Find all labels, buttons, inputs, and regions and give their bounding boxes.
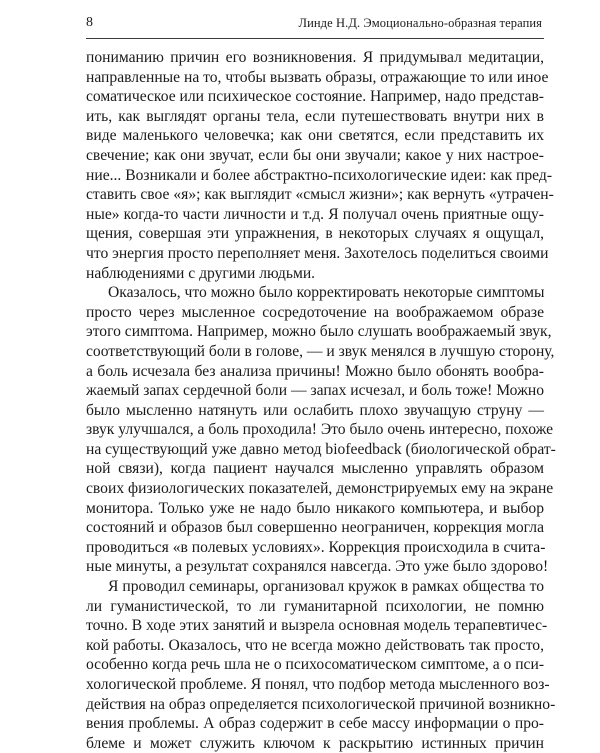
- text-line: ставить свое «я»; как выглядит «смысл жизни»; как вернуть «утрачен-: [86, 186, 554, 204]
- text-line: ные» когда-то части личности и т.д. Я получал очень приятные ощу-: [86, 205, 544, 223]
- text-line: особенно когда речь шла не о психосоматическом симптоме, а о пси-: [86, 656, 545, 674]
- text-line: ные минуты, а результат сохранялся навсегда. Это уже было здорово!: [86, 558, 549, 576]
- text-line: направленные на то, чтобы вызвать образы, отражающие то или иное: [86, 68, 549, 86]
- text-line: хологической проблеме. Я понял, что подбор метода мысленного воз-: [86, 676, 550, 693]
- text-line: звук улучшался, а боль проходила! Это было очень интересно, похоже: [86, 421, 554, 439]
- text-line: виде маленького человечка; как они светятся, если представить их: [86, 127, 544, 145]
- text-line: наблюдениями с другими людьми.: [86, 264, 316, 282]
- text-line: щения, совершая эти упражнения, в некоторых случаях я ощущал,: [86, 225, 544, 243]
- page-number: 8: [86, 15, 93, 30]
- text-line: действия на образ определяется психологической причиной возникно-: [86, 695, 556, 713]
- text-line: было мысленно натянуть или ослабить плохо звучащую струну —: [86, 401, 544, 419]
- text-line: просто через мысленное сосредоточение на воображаемом образе: [86, 303, 544, 321]
- text-line: блеме и может служить ключом к раскрытию истинных причин: [86, 734, 544, 752]
- text-line: ной связи), когда пациент научался мысленно управлять образом: [86, 460, 544, 478]
- text-line: вения проблемы. А образ содержит в себе массу информации о про-: [86, 715, 544, 733]
- text-line: жаемый запах сердечной боли — запах исчезал, и боль тоже! Можно: [86, 382, 544, 400]
- text-line: на существующий уже давно метод biofeedback (биологической обрат-: [86, 440, 556, 458]
- text-line: ли гуманистической, то ли гуманитарной психологии, не помню: [86, 597, 544, 615]
- body-text: [86, 48, 556, 753]
- text-line: а боль исчезала без анализа причины! Можно было обонять вообра-: [86, 362, 544, 380]
- text-line: пониманию причин его возникновения. Я придумывал медитации,: [86, 49, 544, 66]
- text-line: Оказалось, что можно было корректировать некоторые симптомы: [108, 284, 545, 302]
- running-header: [86, 12, 544, 39]
- text-line: своих физиологических показателей, демонстрируемых ему на экране: [86, 480, 554, 498]
- text-line: этого симптома. Например, можно было слушать воображаемый звук,: [86, 323, 552, 341]
- text-line: кой работы. Оказалось, что не всегда можно действовать так просто,: [86, 636, 544, 654]
- text-line: соответствующий боли в голове, — и звук менялся в лучшую сторону,: [86, 342, 555, 360]
- paragraph-2: [86, 283, 556, 577]
- text-line: соматическое или психическое состояние. Например, надо представ-: [86, 88, 544, 106]
- text-line: состояний и образов был совершенно неограничен, коррекция могла: [86, 519, 544, 537]
- text-line: Я проводил семинары, организовал кружок в рамках общества то: [108, 578, 544, 596]
- paragraph-1: [86, 48, 554, 283]
- text-line: ние... Возникали и более абстрактно-психологические идеи: как пред-: [86, 166, 553, 184]
- text-line: монитора. Только уже не надо было никакого компьютера, и выбор: [86, 499, 544, 517]
- text-line: ить, как выглядят органы тела, если путешествовать внутри них в: [86, 107, 544, 125]
- text-line: точно. В ходе этих занятий и вызрела основная модель терапевтичес-: [86, 617, 548, 635]
- running-title: Линде Н.Д. Эмоционально-образная терапия: [298, 16, 542, 30]
- paragraph-3: [86, 577, 556, 753]
- text-line: что энергия просто переполняет меня. Захотелось поделиться своими: [86, 244, 549, 262]
- text-line: свечение; как они звучат, если бы они звучали; какое у них настрое-: [86, 146, 544, 164]
- text-line: проводиться «в полевых условиях». Коррекция происходила в счита-: [86, 538, 546, 556]
